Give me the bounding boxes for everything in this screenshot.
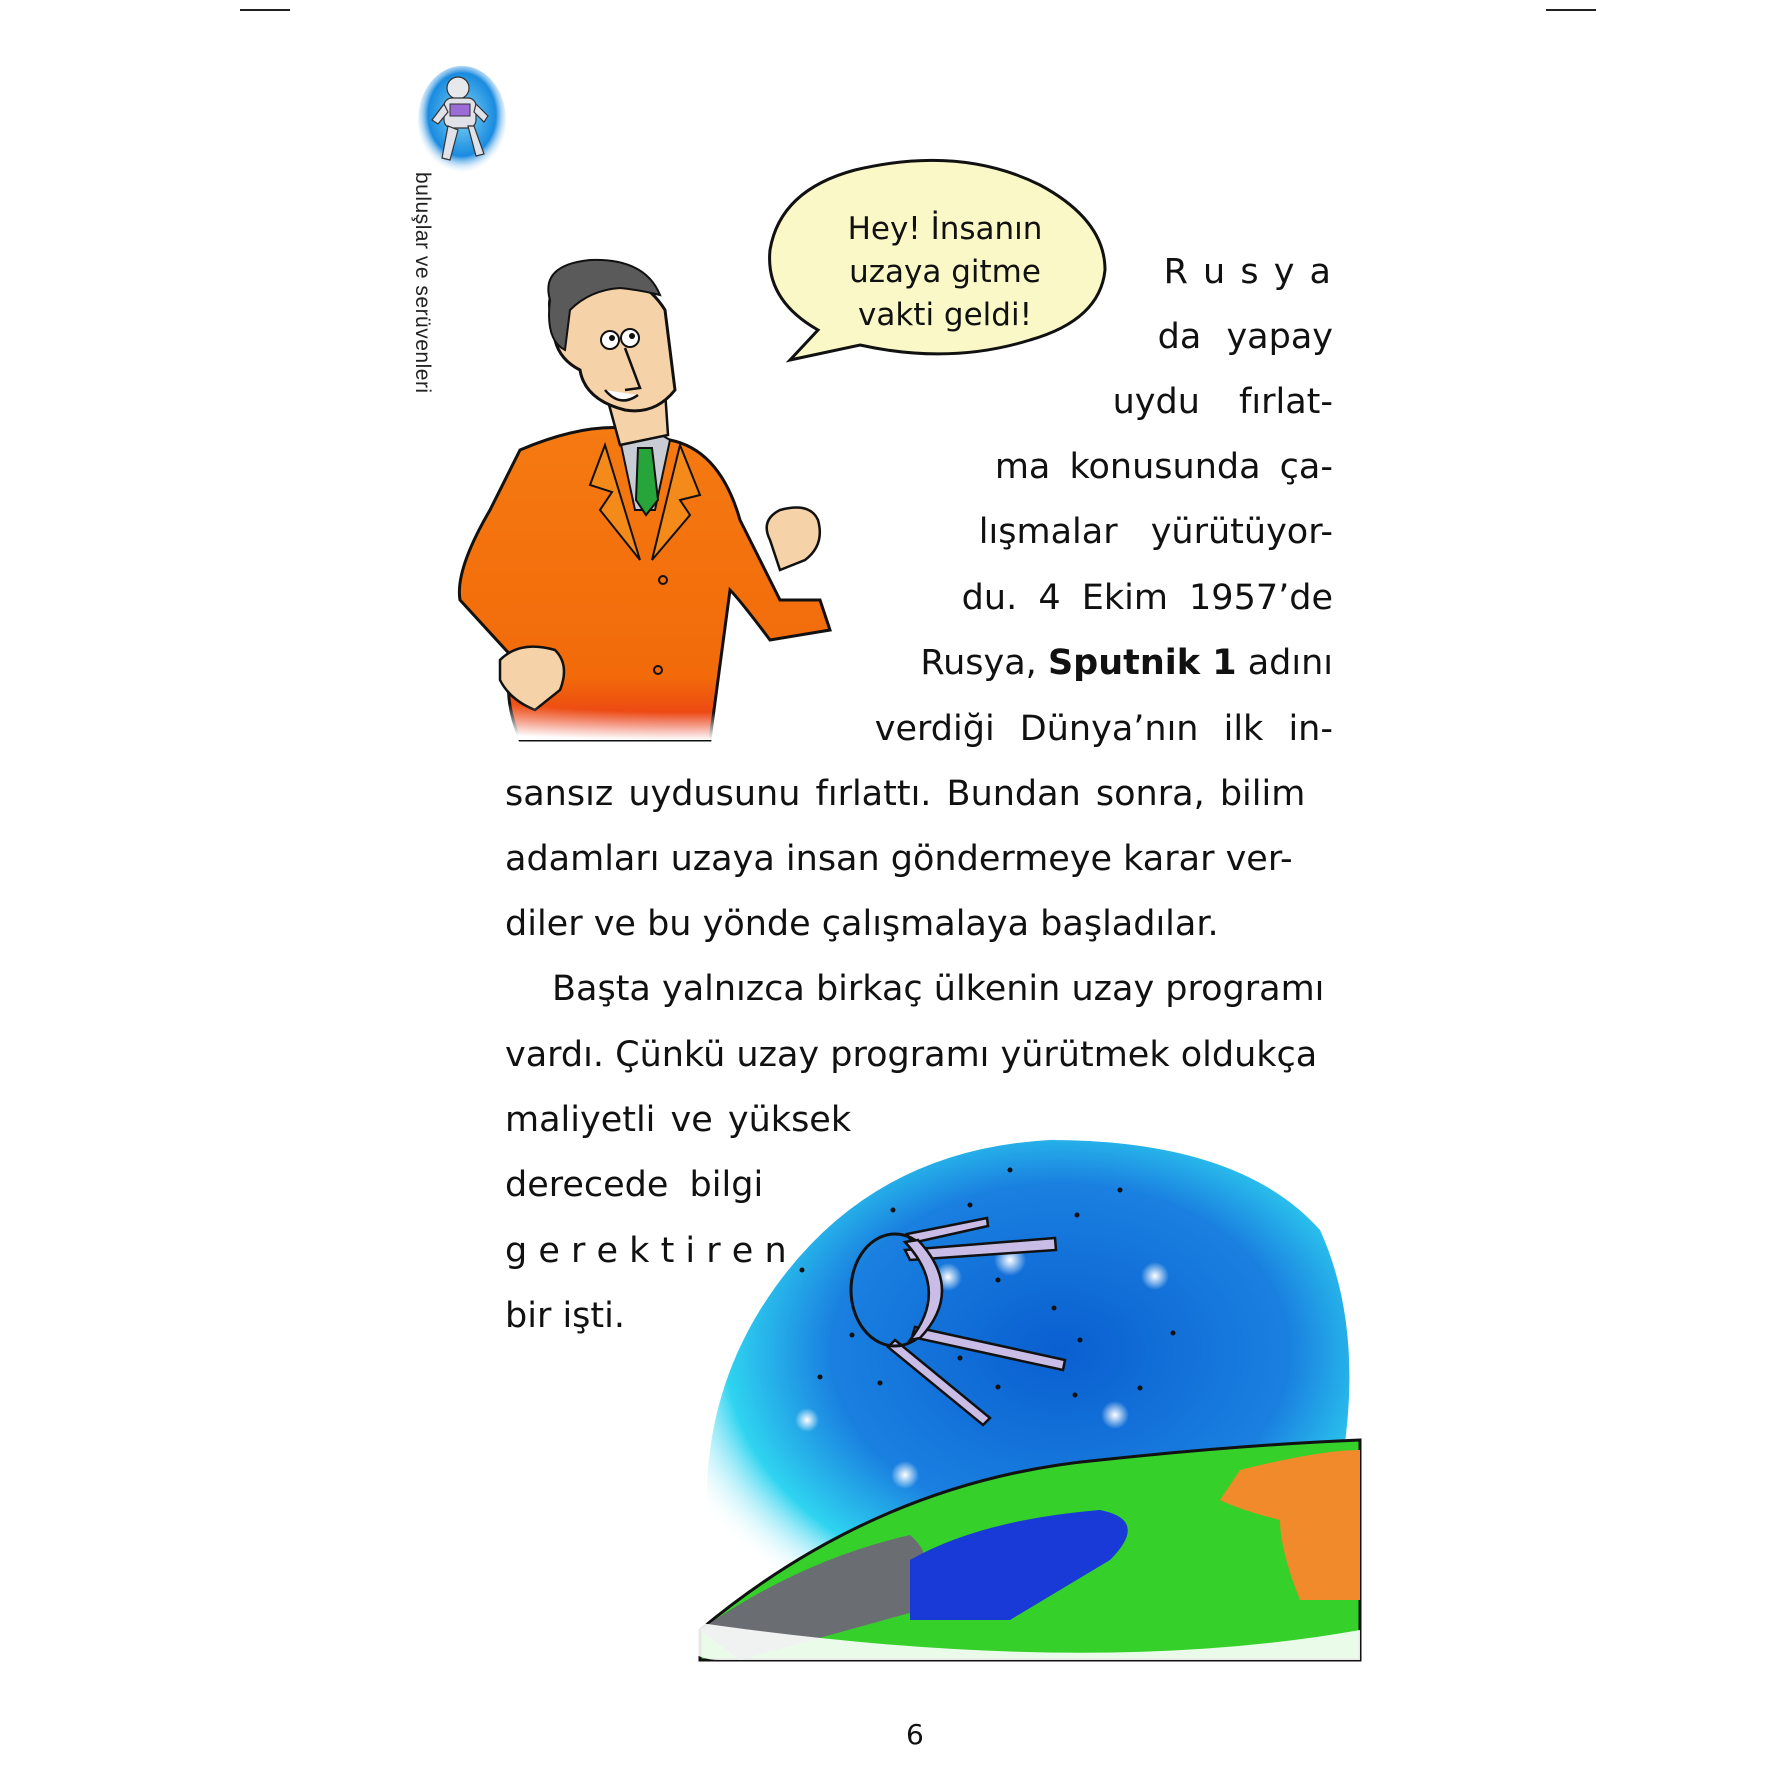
body-line: da yapay [1157,317,1333,357]
speech-line: Hey! İnsanın [847,211,1043,247]
body-line: derecede bilgi [505,1165,764,1205]
body-line: lışmalar yürütüyor- [978,512,1333,552]
body-line: sansız uydusunu fırlattı. Bundan sonra, bilim [505,774,1306,814]
body-line-sputnik [920,643,1333,683]
body-line: ma konusunda ça- [994,447,1333,487]
astronaut-illustration [418,68,510,180]
body-line: uydu fırlat- [1112,382,1333,422]
page-number: 6 [906,1718,924,1751]
body-line: diler ve bu yönde çalışmalaya başladılar. [505,904,1219,944]
body-line: adamları uzaya insan göndermeye karar ver- [505,839,1293,879]
body-line: vardı. Çünkü uzay programı yürütmek oldukça [505,1035,1318,1075]
sputnik-earth-illustration [680,1140,1360,1660]
body-line: g e r e k t i r e n [505,1231,787,1271]
body-text: Rusya, [920,643,1048,683]
running-head: buluşlar ve serüvenleri [411,172,434,394]
speech-bubble-text [820,208,1070,337]
crop-mark-right [1546,9,1596,11]
body-line: maliyetli ve yüksek [505,1100,852,1140]
speech-line: uzaya gitme [849,254,1041,290]
body-line: R u s y a [1163,252,1333,292]
crop-mark-left [240,9,290,11]
body-line: Başta yalnızca birkaç ülkenin uzay programı [552,969,1325,1009]
body-line: verdiği Dünya’nın ilk in- [874,709,1333,749]
sputnik-name: Sputnik 1 [1047,643,1237,683]
body-line: du. 4 Ekim 1957’de [961,578,1333,618]
speech-line: vakti geldi! [858,297,1032,333]
body-text: adını [1236,643,1333,683]
body-line: bir işti. [505,1296,625,1336]
